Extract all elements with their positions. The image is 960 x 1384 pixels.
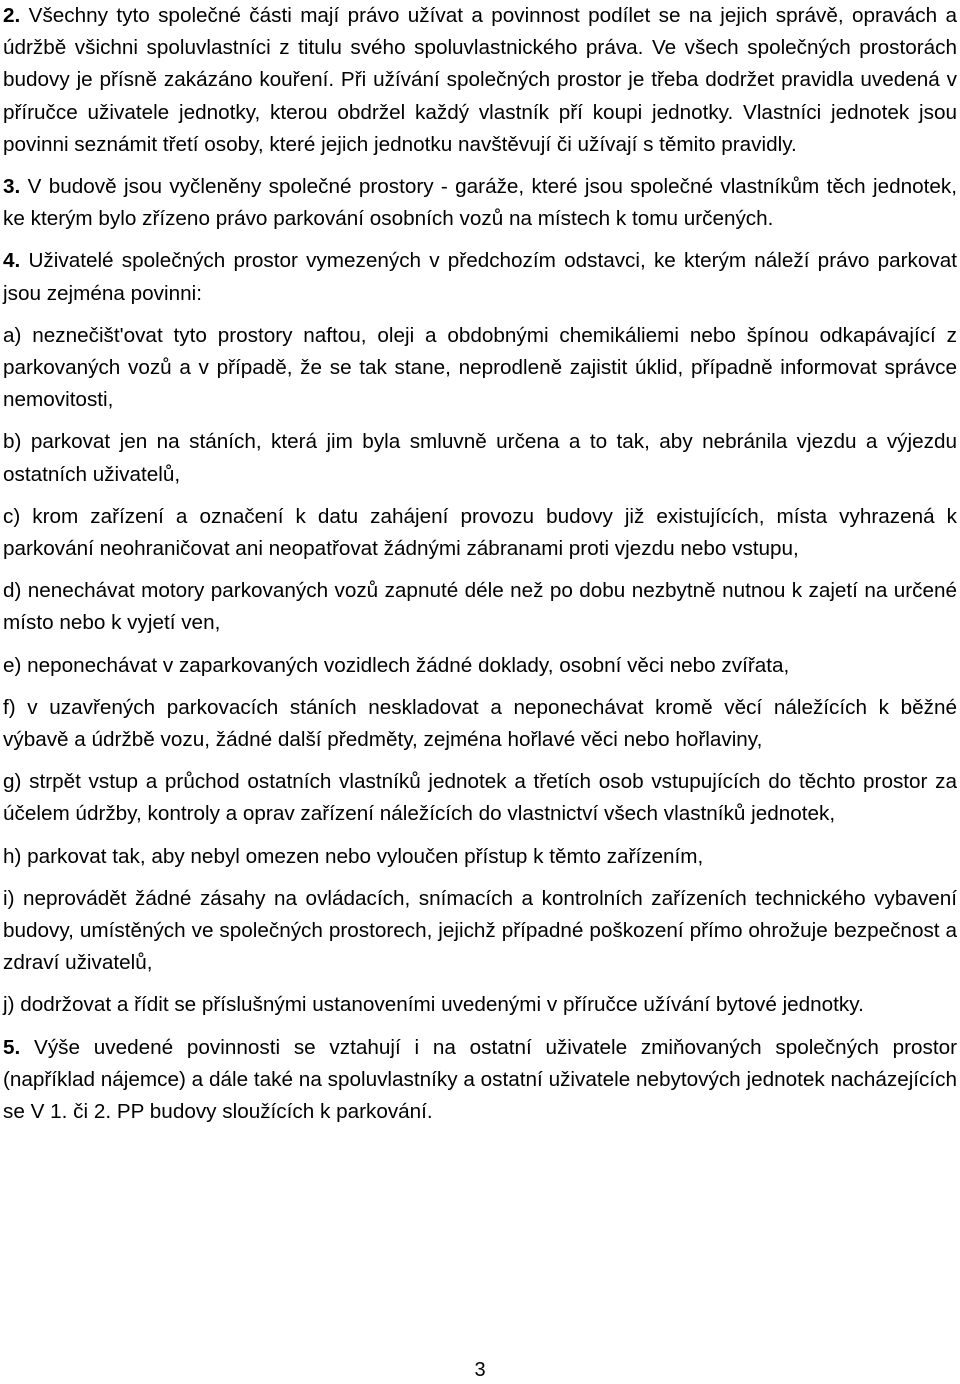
paragraph-number: 2. xyxy=(3,4,21,27)
paragraph-2 xyxy=(3,0,957,161)
list-item-d: d) nenechávat motory parkovaných vozů zapnuté déle než po dobu nezbytně nutnou k zajetí na určené místo nebo k vyjetí ven, xyxy=(3,579,957,635)
list-item-a: a) neznečišt'ovat tyto prostory naftou, oleji a obdobnými chemikáliemi nebo špínou odkapávající z parkovaných vozů a v případě, že se tak stane, neprodleně zajistit úklid, případně informovat správce nemovitosti, xyxy=(3,323,957,412)
list-item-g: g) strpět vstup a průchod ostatních vlastníků jednotek a třetích osob vstupujících do těchto prostor za účelem údržby, kontroly a oprav zařízení náležících do vlastnictví všech vlastníků jednotek, xyxy=(3,770,957,826)
paragraph-number: 4. xyxy=(3,249,21,273)
paragraph-text: Uživatelé společných prostor vymezených v předchozím odstavci, ke kterým náleží právo parkovat jsou zejména povinni: xyxy=(3,249,957,305)
paragraph-text: Výše uvedené povinnosti se vztahují i na ostatní uživatele zmiňovaných společných prostor (například nájemce) a dále také na spoluvlastníky a ostatní uživatele nebytových jednotek nacházejících se V 1. či 2. PP budovy sloužících k parkování. xyxy=(3,1035,957,1124)
list-item-h: h) parkovat tak, aby nebyl omezen nebo vyloučen přístup k těmto zařízením, xyxy=(3,844,704,868)
paragraph-5 xyxy=(3,1032,957,1129)
paragraph-4 xyxy=(3,245,957,309)
paragraph-number: 5. xyxy=(3,1035,21,1059)
list-item-b: b) parkovat jen na stáních, která jim byla smluvně určena a to tak, aby nebránila vjezdu a výjezdu ostatních uživatelů, xyxy=(3,430,957,486)
list-item-j: j) dodržovat a řídit se příslušnými ustanoveními uvedenými v příručce užívání bytové jednotky. xyxy=(3,993,864,1017)
document-body xyxy=(3,0,957,1128)
paragraph-text: V budově jsou vyčleněny společné prostory - garáže, které jsou společné vlastníkům těch jednotek, ke kterým bylo zřízeno právo parkování osobních vozů na místech k tomu určených. xyxy=(3,175,957,231)
page-number: 3 xyxy=(474,1359,486,1381)
list-item-c: c) krom zařízení a označení k datu zahájení provozu budovy již existujících, místa vyhrazená k parkování neohraničovat ani neopatřovat žádnými zábranami proti vjezdu nebo vstupu, xyxy=(3,504,957,561)
paragraph-text: Všechny tyto společné části mají právo užívat a povinnost podílet se na jejich správě, opravách a údržbě všichni spoluvlastníci z titulu svého spoluvlastnického práva. Ve všech společných prostorách budovy je přísně zakázáno kouření. Při užívání společných prostor je třeba dodržet pravidla uvedená v příručce uživatele jednotky, kterou obdržel každý vlastník pří koupi jednotky. Vlastníci jednotek jsou povinni seznámit třetí osoby, které jejich jednotku navštěvují či užívají s těmito pravidly. xyxy=(3,4,957,156)
list-item-f: f) v uzavřených parkovacích stáních neskladovat a neponechávat kromě věcí náležících k běžné výbavě a údržbě vozu, žádné další předměty, zejména hořlavé věci nebo hořlaviny, xyxy=(3,695,957,752)
list-item-i: i) neprovádět žádné zásahy na ovládacích, snímacích a kontrolních zařízeních technického vybavení budovy, umístěných ve společných prostorech, jejichž případné poškození přímo ohrožuje bezpečnost a zdraví uživatelů, xyxy=(3,886,957,975)
paragraph-number: 3. xyxy=(3,175,21,199)
paragraph-3 xyxy=(3,171,957,235)
list-item-e: e) neponechávat v zaparkovaných vozidlech žádné doklady, osobní věci nebo zvířata, xyxy=(3,653,790,677)
